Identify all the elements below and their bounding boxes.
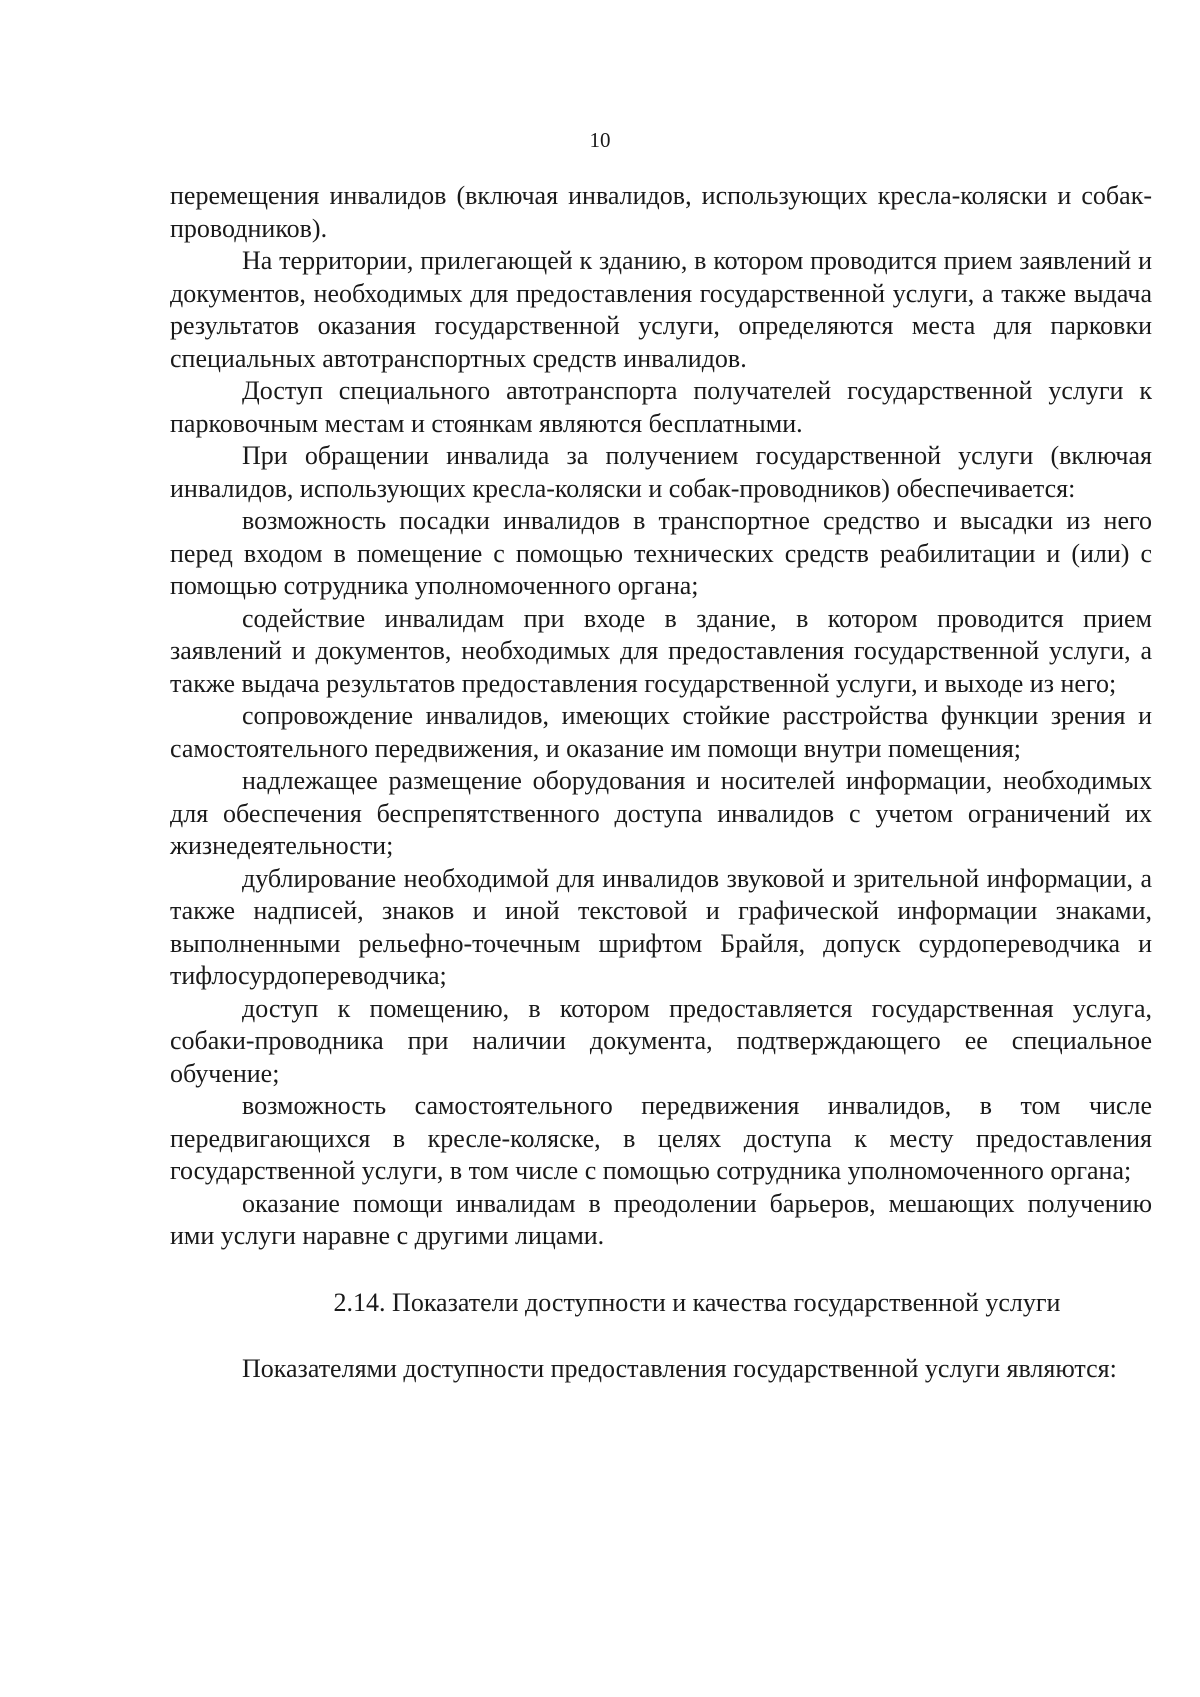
paragraph: Доступ специального автотранспорта получателей государственной услуги к парковочным местам и стоянкам являются бесплатными.: [170, 376, 1152, 438]
document-body: [170, 180, 1152, 1386]
paragraph: перемещения инвалидов (включая инвалидов, использующих кресла-коляски и собак-проводников).: [170, 181, 1152, 243]
paragraph: Показателями доступности предоставления государственной услуги являются:: [242, 1354, 1117, 1383]
paragraph: На территории, прилегающей к зданию, в котором проводится прием заявлений и документов, необходимых для предоставления государственной услуги, а также выдача результатов оказания государственной услуги, определяются места для парковки специальных автотранспортных средств инвалидов.: [170, 246, 1152, 373]
paragraph: надлежащее размещение оборудования и носителей информации, необходимых для обеспечения беспрепятственного доступа инвалидов с учетом ограничений их жизнедеятельности;: [170, 766, 1152, 860]
paragraph: При обращении инвалида за получением государственной услуги (включая инвалидов, использующих кресла-коляски и собак-проводников) обеспечивается:: [170, 441, 1152, 503]
paragraph: доступ к помещению, в котором предоставляется государственная услуга, собаки-проводника при наличии документа, подтверждающего ее специальное обучение;: [170, 993, 1152, 1088]
paragraph: возможность посадки инвалидов в транспортное средство и высадки из него перед входом в помещение с помощью технических средств реабилитации и (или) с помощью сотрудника уполномоченного органа;: [170, 506, 1152, 600]
section-heading: 2.14. Показатели доступности и качества государственной услуги: [333, 1287, 1061, 1317]
paragraph: оказание помощи инвалидам в преодолении барьеров, мешающих получению ими услуги наравне с другими лицами.: [170, 1188, 1152, 1250]
paragraphs-top: [170, 180, 1152, 1253]
paragraph: сопровождение инвалидов, имеющих стойкие расстройства функции зрения и самостоятельного передвижения, и оказание им помощи внутри помещения;: [170, 701, 1152, 763]
paragraph: содействие инвалидам при входе в здание, в котором проводится прием заявлений и документов, необходимых для предоставления государственной услуги, а также выдача результатов предоставления государственной услуги, и выходе из него;: [170, 603, 1152, 698]
page-number: 10: [589, 128, 611, 152]
paragraphs-bottom: [170, 1353, 1152, 1386]
paragraph: возможность самостоятельного передвижения инвалидов, в том числе передвигающихся в кресле-коляске, в целях доступа к месту предоставления государственной услуги, в том числе с помощью сотрудника уполномоченного органа;: [170, 1091, 1152, 1185]
paragraph: дублирование необходимой для инвалидов звуковой и зрительной информации, а также надписей, знаков и иной текстовой и графической информации знаками, выполненными рельефно-точечным шрифтом Брайля, допуск сурдопереводчика и тифлосурдопереводчика;: [170, 863, 1152, 990]
